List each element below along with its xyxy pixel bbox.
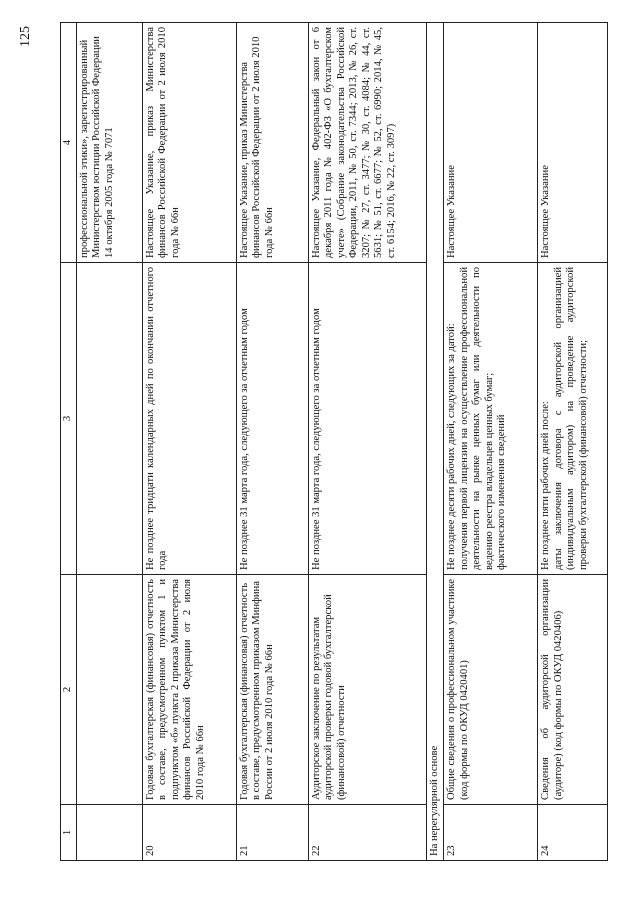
basis-cell: Настоящее Указание, приказ Министерства финансов Российской Федерации от 2 июля 2010 года № 66н xyxy=(236,23,308,263)
basis-cell: Настоящее Указание xyxy=(538,23,608,263)
header-row xyxy=(61,23,77,861)
table-row xyxy=(236,23,308,861)
section-row xyxy=(426,23,444,861)
row-number: 23 xyxy=(444,805,538,861)
continuation-empty-cell xyxy=(76,263,142,575)
deadline-cell: Не позднее тридцати календарных дней по окончании отчетного года xyxy=(142,263,236,575)
deadline-line: фактического изменения сведений xyxy=(496,414,507,570)
column-header-2: 2 xyxy=(61,575,77,805)
basis-cell: Настоящее Указание, Федеральный закон от 6 декабря 2011 года № 402-ФЗ «О бухгалтерском учете» (Собрание законодательства Российской Федерации, 2011, № 50, ст. 7344; 2013, № 26, ст. 3207; № 27, ст. 3477; № 30, ст. 4084; № 44, ст. 5631; № 51, ст. 6677; № 52, ст. 6990; 2014, № 45, ст. 6154; 2016, № 22, ст. 3097) xyxy=(308,23,426,263)
document-cell: Сведения об аудиторской организации (аудиторе) (код формы по ОКУД 0420406) xyxy=(538,575,608,805)
row-number: 24 xyxy=(538,805,608,861)
document-cell: Годовая бухгалтерская (финансовая) отчетность в составе, предусмотренном приказом Минфина России от 2 июля 2010 года № 66н xyxy=(236,575,308,805)
deadline-line: получения первой лицензии на осуществление профессиональной деятельности на рынке ценных бумаг или деятельности по ведению реестра владельцев ценных бумаг; xyxy=(458,267,495,570)
basis-cell: Настоящее Указание, приказ Министерства финансов Российской Федерации от 2 июля 2010 года № 66н xyxy=(142,23,236,263)
document-cell: Годовая бухгалтерская (финансовая) отчетность в составе, предусмотренном пунктом 1 и подпунктом «б» пункта 2 приказа Министерства финансов Российской Федерации от 2 июля 2010 года № 66н xyxy=(142,575,236,805)
continuation-row xyxy=(76,23,142,861)
table-row xyxy=(308,23,426,861)
document-cell: Аудиторское заключение по результатам аудиторской проверки годовой бухгалтерской (финансовой) отчетности xyxy=(308,575,426,805)
row-number: 21 xyxy=(236,805,308,861)
section-title: На нерегулярной основе xyxy=(426,23,444,861)
continuation-empty-cell xyxy=(76,805,142,861)
table-row xyxy=(444,23,538,861)
deadline-line: Не позднее пяти рабочих дней после: xyxy=(540,401,551,570)
continuation-empty-cell xyxy=(76,575,142,805)
table-row xyxy=(142,23,236,861)
reporting-table xyxy=(60,22,608,861)
column-header-3: 3 xyxy=(61,263,77,575)
page-number: 125 xyxy=(18,26,33,47)
deadline-cell xyxy=(444,263,538,575)
row-number: 20 xyxy=(142,805,236,861)
column-header-1: 1 xyxy=(61,805,77,861)
basis-cell: Настоящее Указание xyxy=(444,23,538,263)
deadline-line: Не позднее десяти рабочих дней, следующих за датой: xyxy=(446,323,457,570)
deadline-line: даты заключения договора с аудиторской организацией (индивидуальным аудитором) на проведение аудиторской проверки бухгалтерской (финансовой) отчетности; xyxy=(552,267,589,570)
column-header-4: 4 xyxy=(61,23,77,263)
document-cell: Общие сведения о профессиональном участнике (код формы по ОКУД 0420401) xyxy=(444,575,538,805)
table-row xyxy=(538,23,608,861)
deadline-cell: Не позднее 31 марта года, следующего за отчетным годом xyxy=(308,263,426,575)
row-number: 22 xyxy=(308,805,426,861)
continuation-basis-cell: профессиональной этики», зарегистрированный Министерством юстиции Российской Федерации 14 октября 2005 года № 7071 xyxy=(76,23,142,263)
deadline-cell xyxy=(538,263,608,575)
deadline-cell: Не позднее 31 марта года, следующего за отчетным годом xyxy=(236,263,308,575)
